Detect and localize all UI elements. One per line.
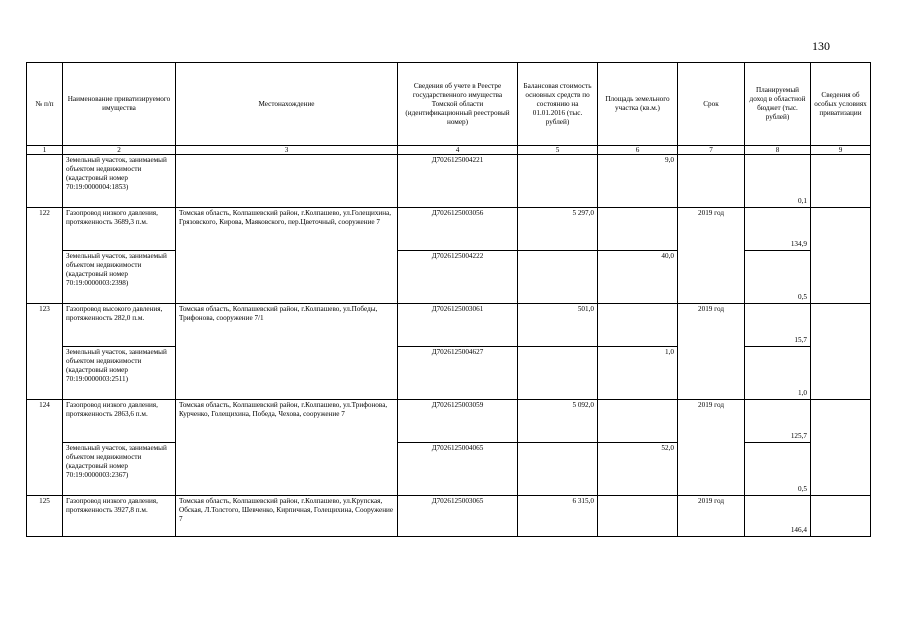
row-term: 2019 год [678, 400, 745, 496]
header-conditions: Сведения об особых условиях приватизации [811, 63, 871, 146]
table-row [27, 400, 871, 443]
row-registry: Д7026125003059 [398, 400, 518, 443]
row-balance: 5 092,0 [518, 400, 598, 443]
row-location: Томская область, Колпашевский район, г.Колпашево, ул.Победы, Трифонова, сооружение 7/1 [176, 304, 398, 400]
row-num [27, 155, 63, 208]
row-area: 1,0 [598, 347, 678, 400]
column-number: 9 [811, 146, 871, 155]
row-conditions [811, 496, 871, 537]
header-balance: Балансовая стоимость основных средств по состоянию на 01.01.2016 (тыс. рублей) [518, 63, 598, 146]
row-name: Газопровод высокого давления, протяженность 282,0 п.м. [63, 304, 176, 347]
row-income: 0,1 [745, 155, 811, 208]
column-number-row [27, 146, 871, 155]
table-row [27, 443, 871, 496]
row-name: Газопровод низкого давления, протяженность 3927,8 п.м. [63, 496, 176, 537]
row-name: Земельный участок, занимаемый объектом недвижимости (кадастровый номер 70:19:0000003:2398) [63, 251, 176, 304]
row-balance [518, 443, 598, 496]
row-balance: 6 315,0 [518, 496, 598, 537]
header-location: Местонахождение [176, 63, 398, 146]
column-number: 6 [598, 146, 678, 155]
row-name: Газопровод низкого давления, протяженность 2863,6 п.м. [63, 400, 176, 443]
table-row [27, 208, 871, 251]
row-area [598, 496, 678, 537]
page-number: 130 [812, 39, 830, 53]
row-area [598, 208, 678, 251]
row-balance [518, 251, 598, 304]
row-registry: Д7026125003061 [398, 304, 518, 347]
table-row [27, 496, 871, 537]
row-term [678, 155, 745, 208]
row-income: 15,7 [745, 304, 811, 347]
header-row [27, 63, 871, 146]
row-registry: Д7026125004627 [398, 347, 518, 400]
header-income: Планируемый доход в областной бюджет (тыс. рублей) [745, 63, 811, 146]
column-number: 5 [518, 146, 598, 155]
row-location: Томская область, Колпашевский район, г.Колпашево, ул.Трифонова, Курченко, Голещихина, Победа, Чехова, сооружение 7 [176, 400, 398, 496]
privatization-table [26, 62, 871, 537]
header-registry: Сведения об учете в Реестре государственного имущества Томской области (идентификационный реестровый номер) [398, 63, 518, 146]
row-conditions [811, 304, 871, 400]
row-conditions [811, 155, 871, 208]
row-income: 0,5 [745, 251, 811, 304]
row-term: 2019 год [678, 496, 745, 537]
row-income: 134,9 [745, 208, 811, 251]
row-registry: Д7026125004065 [398, 443, 518, 496]
row-registry: Д7026125004222 [398, 251, 518, 304]
row-income: 146,4 [745, 496, 811, 537]
column-number: 1 [27, 146, 63, 155]
row-balance: 5 297,0 [518, 208, 598, 251]
row-term: 2019 год [678, 304, 745, 400]
column-number: 3 [176, 146, 398, 155]
row-name: Земельный участок, занимаемый объектом недвижимости (кадастровый номер 70:19:0000004:1853) [63, 155, 176, 208]
table-row [27, 155, 871, 208]
header-area: Площадь земельного участка (кв.м.) [598, 63, 678, 146]
row-balance [518, 155, 598, 208]
table-row [27, 347, 871, 400]
row-balance: 501,0 [518, 304, 598, 347]
column-number: 4 [398, 146, 518, 155]
row-registry: Д7026125003056 [398, 208, 518, 251]
row-income: 0,5 [745, 443, 811, 496]
column-number: 7 [678, 146, 745, 155]
table-row [27, 251, 871, 304]
column-number: 8 [745, 146, 811, 155]
row-term: 2019 год [678, 208, 745, 304]
row-income: 125,7 [745, 400, 811, 443]
row-registry: Д7026125004221 [398, 155, 518, 208]
table-row [27, 304, 871, 347]
row-area [598, 304, 678, 347]
row-area [598, 400, 678, 443]
row-location: Томская область, Колпашевский район, г.Колпашево, ул.Голещихина, Грязовского, Кирова, Маяковского, пер.Цветочный, сооружение 7 [176, 208, 398, 304]
row-num: 124 [27, 400, 63, 496]
header-name: Наименование приватизируемого имущества [63, 63, 176, 146]
header-term: Срок [678, 63, 745, 146]
header-num: № п/п [27, 63, 63, 146]
row-location: Томская область, Колпашевский район, г.Колпашево, ул.Крупская, Обская, Л.Толстого, Шевченко, Кирпичная, Голещихина, Сооружение 7 [176, 496, 398, 537]
row-name: Земельный участок, занимаемый объектом недвижимости (кадастровый номер 70:19:0000003:2367) [63, 443, 176, 496]
row-registry: Д7026125003065 [398, 496, 518, 537]
column-number: 2 [63, 146, 176, 155]
row-area: 52,0 [598, 443, 678, 496]
row-name: Газопровод низкого давления, протяженность 3689,3 п.м. [63, 208, 176, 251]
row-name: Земельный участок, занимаемый объектом недвижимости (кадастровый номер 70:19:0000003:2511) [63, 347, 176, 400]
row-num: 123 [27, 304, 63, 400]
row-location [176, 155, 398, 208]
row-conditions [811, 400, 871, 496]
row-conditions [811, 208, 871, 304]
row-area: 40,0 [598, 251, 678, 304]
row-num: 122 [27, 208, 63, 304]
row-balance [518, 347, 598, 400]
row-area: 9,0 [598, 155, 678, 208]
row-num: 125 [27, 496, 63, 537]
row-income: 1,0 [745, 347, 811, 400]
